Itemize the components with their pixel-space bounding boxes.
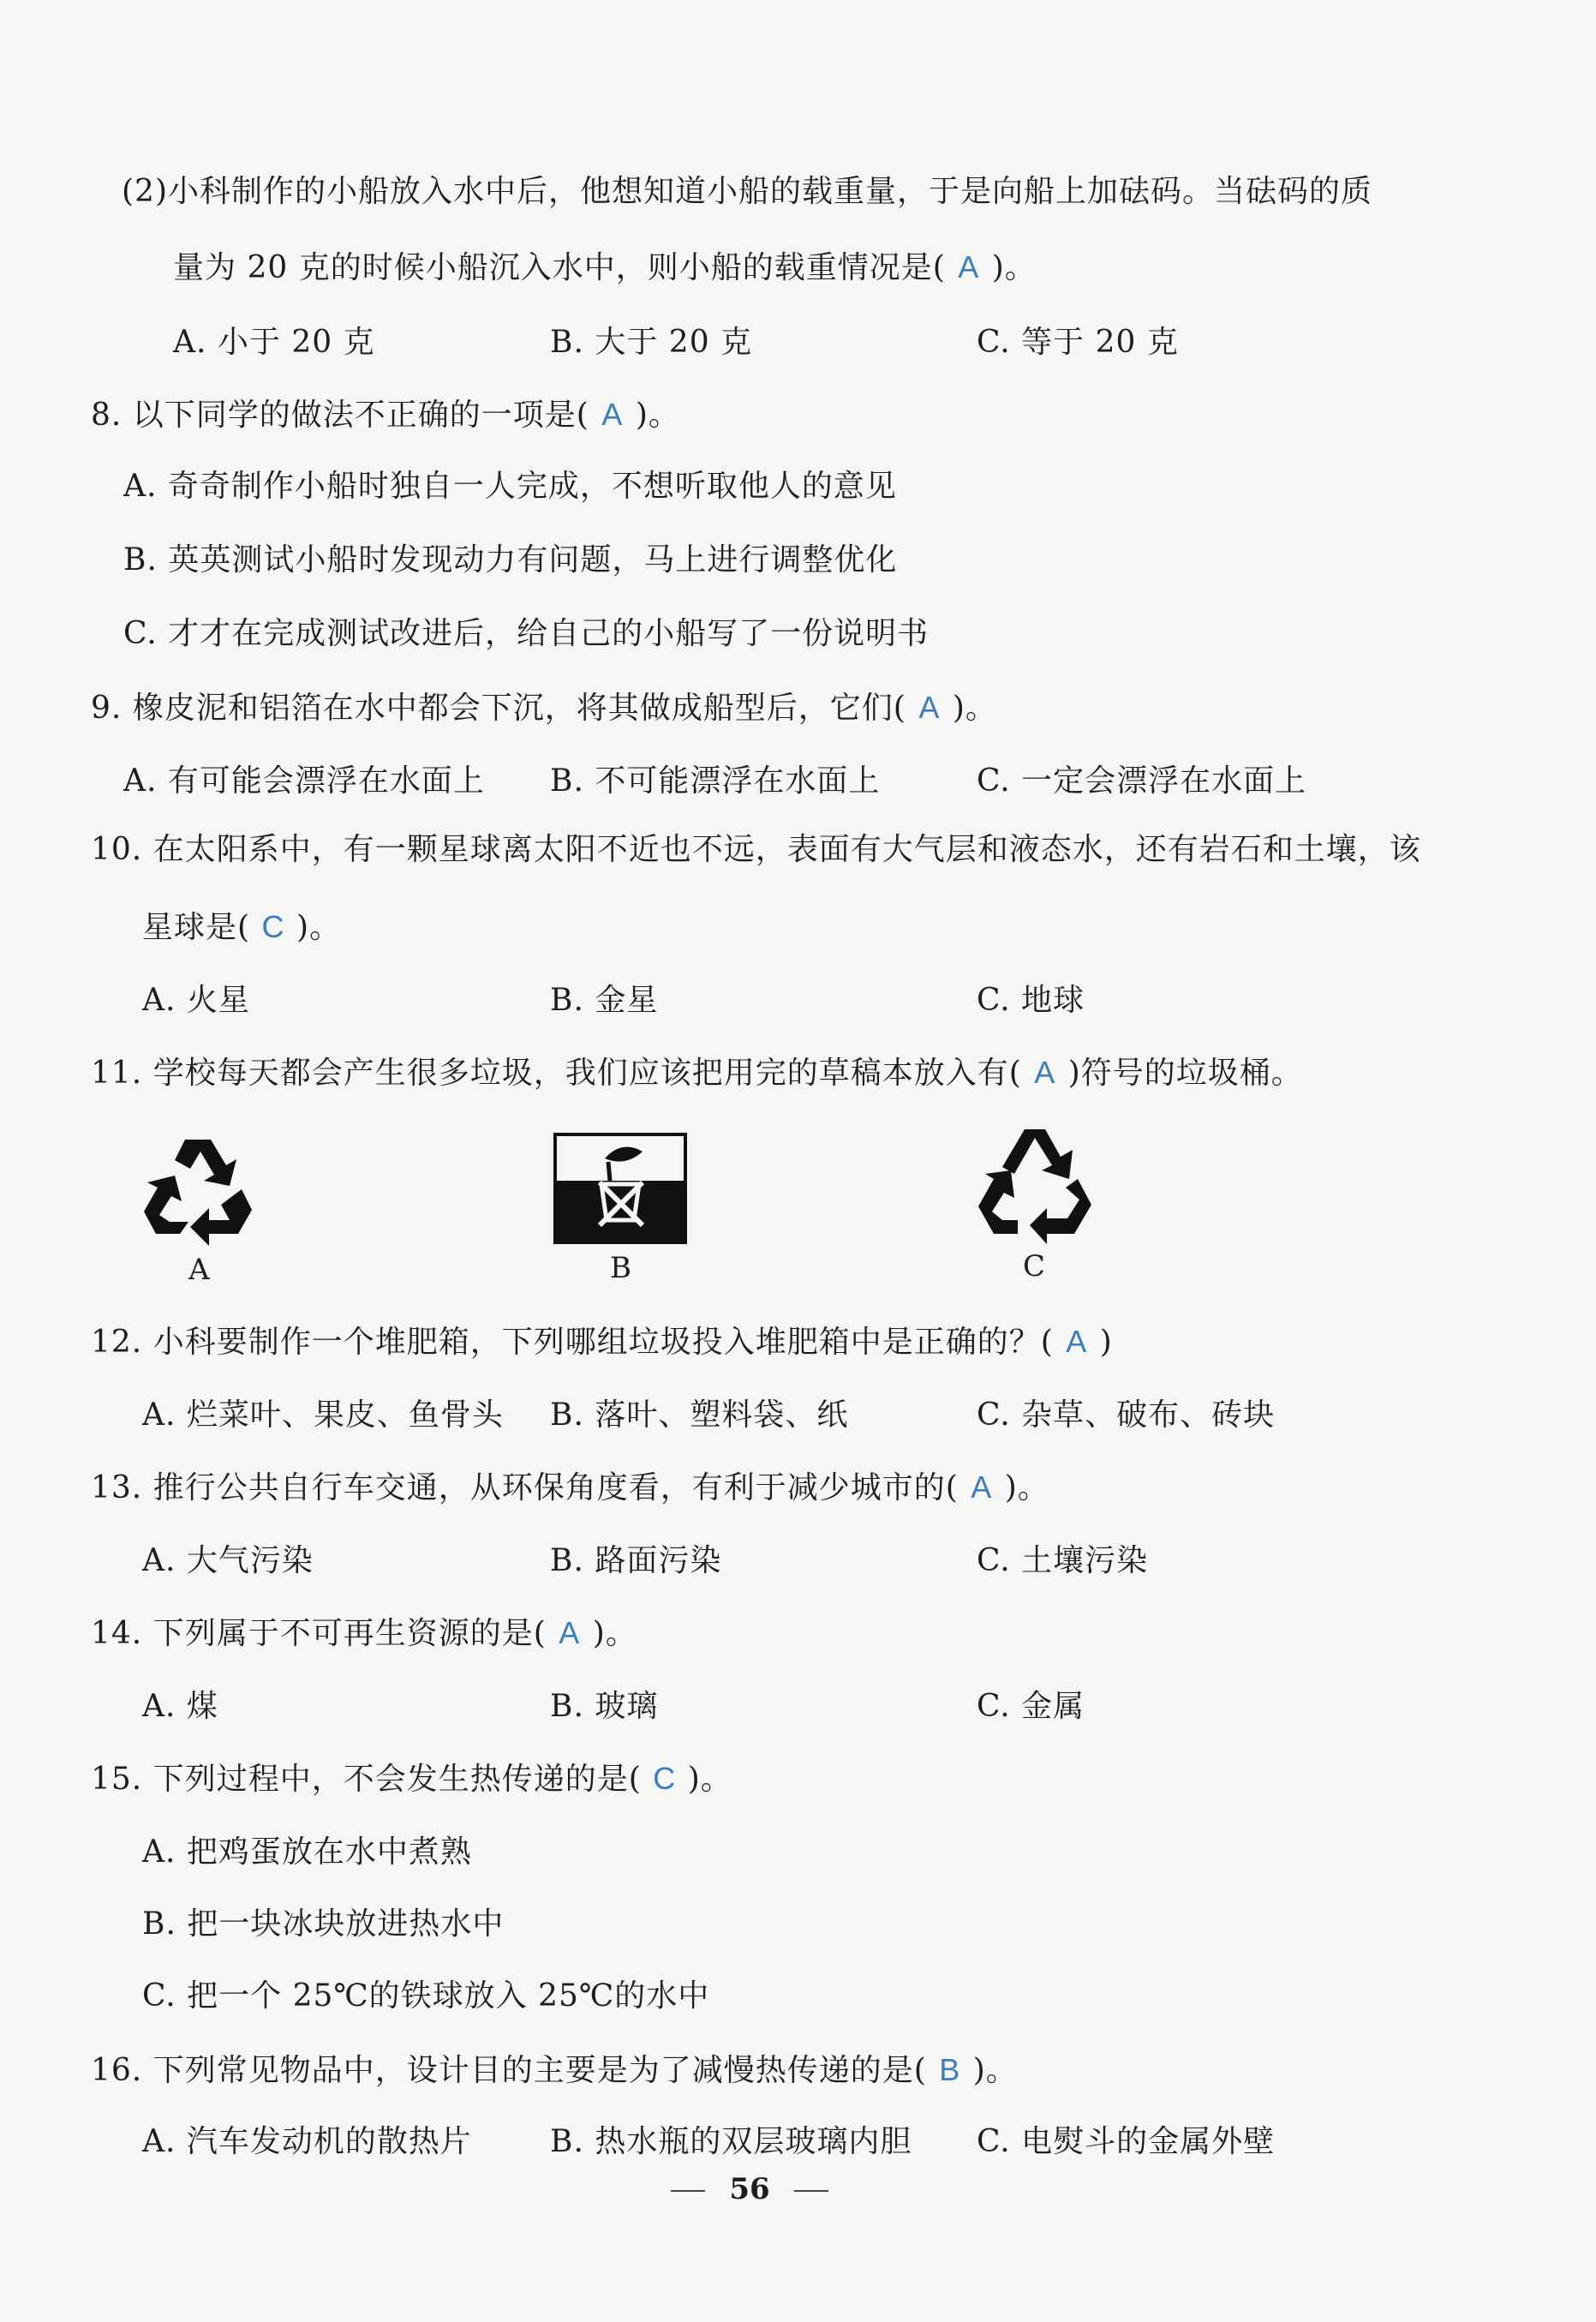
q10-option-a: A. 火星 [142, 983, 250, 1018]
symbol-label-c: C [1023, 1249, 1046, 1284]
triangle-recycle-icon [977, 1126, 1093, 1246]
q8-option-b: B. 英英测试小船时发现动力有问题，马上进行调整优化 [123, 542, 898, 578]
q16-option-a: A. 汽车发动机的散热片 [142, 2124, 472, 2159]
q8-answer: A [601, 397, 624, 432]
q13-option-a: A. 大气污染 [142, 1543, 314, 1578]
q10-option-b: B. 金星 [550, 983, 659, 1018]
page-number-dash-left [671, 2190, 705, 2192]
q16-option-c: C. 电熨斗的金属外壁 [977, 2124, 1276, 2159]
q9-answer: A [918, 690, 941, 725]
q16-answer: B [939, 2052, 961, 2087]
page-number-dash-right [794, 2190, 828, 2192]
q11-stem: 11. 学校每天都会产生很多垃圾，我们应该把用完的草稿本放入有( A )符号的垃圾桶。 [91, 1055, 1303, 1091]
q8-option-c: C. 才才在完成测试改进后，给自己的小船写了一份说明书 [123, 616, 930, 651]
q7-2-stem-line1: (2)小科制作的小船放入水中后，他想知道小船的载重量，于是向船上加砝码。当砝码的质 [122, 174, 1372, 209]
q12-stem: 12. 小科要制作一个堆肥箱，下列哪组垃圾投入堆肥箱中是正确的？( A ) [91, 1324, 1113, 1360]
q15-option-b: B. 把一块冰块放进热水中 [142, 1906, 505, 1942]
q10-option-c: C. 地球 [977, 983, 1085, 1018]
q10-stem-line2: 星球是( C )。 [142, 909, 342, 945]
symbol-label-b: B [610, 1251, 631, 1285]
q12-option-b: B. 落叶、塑料袋、纸 [550, 1397, 849, 1433]
q9-stem: 9. 橡皮泥和铝箔在水中都会下沉，将其做成船型后，它们( A )。 [91, 690, 997, 726]
q16-option-b: B. 热水瓶的双层玻璃内胆 [550, 2124, 912, 2159]
q14-answer: A [559, 1615, 581, 1650]
q14-stem: 14. 下列属于不可再生资源的是( A )。 [91, 1615, 637, 1651]
q14-option-c: C. 金属 [977, 1689, 1085, 1724]
q15-option-a: A. 把鸡蛋放在水中煮熟 [142, 1834, 472, 1870]
q10-answer: C [261, 909, 285, 944]
q15-stem: 15. 下列过程中，不会发生热传递的是( C )。 [91, 1761, 732, 1797]
q8-option-a: A. 奇奇制作小船时独自一人完成，不想听取他人的意见 [123, 469, 897, 504]
q7-2-option-b: B. 大于 20 克 [550, 325, 753, 360]
q13-stem: 13. 推行公共自行车交通，从环保角度看，有利于减少城市的( A )。 [91, 1469, 1049, 1505]
q13-option-c: C. 土壤污染 [977, 1543, 1149, 1578]
q15-answer: C [653, 1761, 677, 1796]
q12-answer: A [1066, 1324, 1088, 1359]
q9-option-c: C. 一定会漂浮在水面上 [977, 763, 1307, 799]
q13-answer: A [971, 1469, 993, 1505]
q10-stem-line1: 10. 在太阳系中，有一颗星球离太阳不近也不远，表面有大气层和液态水，还有岩石和土壤，该 [91, 832, 1421, 867]
page-number [0, 2172, 1499, 2206]
q14-option-a: A. 煤 [142, 1689, 218, 1724]
q7-2-option-a: A. 小于 20 克 [173, 325, 375, 360]
q12-option-a: A. 烂菜叶、果皮、鱼骨头 [142, 1397, 504, 1433]
q9-option-b: B. 不可能漂浮在水面上 [550, 763, 881, 799]
q7-2-option-c: C. 等于 20 克 [977, 325, 1179, 360]
q8-stem: 8. 以下同学的做法不正确的一项是( A )。 [91, 397, 680, 433]
non-recyclable-bin-icon [553, 1133, 687, 1244]
symbol-label-a: A [188, 1253, 210, 1287]
q11-answer: A [1034, 1055, 1056, 1090]
q7-2-answer: A [958, 249, 980, 284]
q7-2-stem-line2: 量为 20 克的时候小船沉入水中，则小船的载重情况是( A )。 [173, 249, 1037, 285]
q16-stem: 16. 下列常见物品中，设计目的主要是为了减慢热传递的是( B )。 [91, 2052, 1018, 2088]
recycle-icon [140, 1133, 254, 1246]
q13-option-b: B. 路面污染 [550, 1543, 722, 1578]
q15-option-c: C. 把一个 25℃的铁球放入 25℃的水中 [142, 1978, 710, 2014]
q14-option-b: B. 玻璃 [550, 1689, 659, 1724]
q12-option-c: C. 杂草、破布、砖块 [977, 1397, 1276, 1433]
q9-option-a: A. 有可能会漂浮在水面上 [123, 763, 485, 799]
page-number-text: 56 [729, 2172, 770, 2206]
